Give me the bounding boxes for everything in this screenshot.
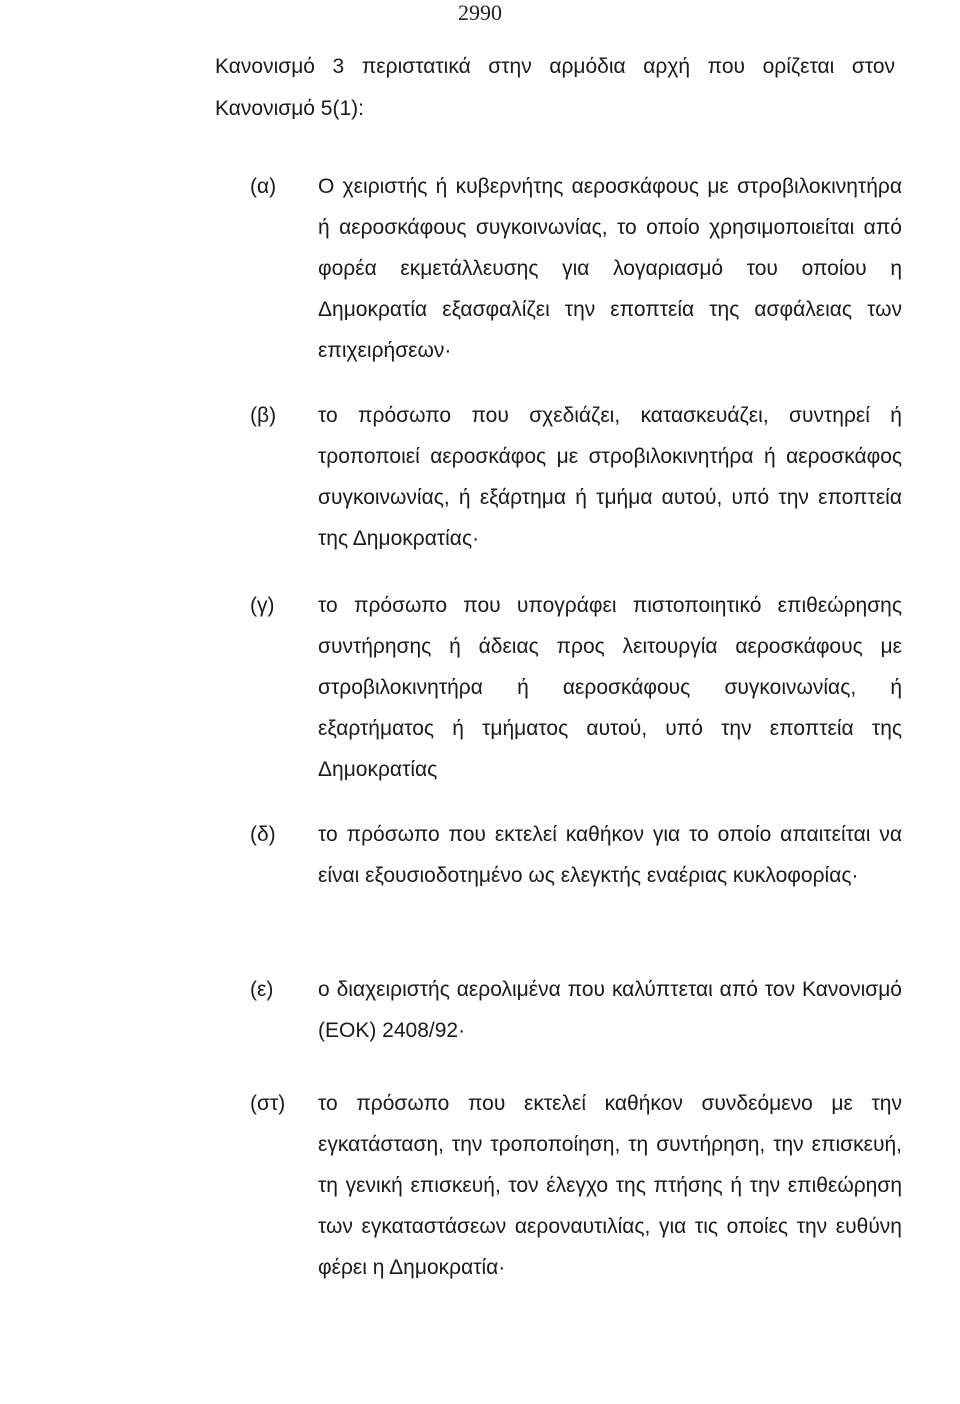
- item-text: το πρόσωπο που εκτελεί καθήκον για το οποίο απαιτείται να είναι εξουσιοδοτημένο ως ελεγκτής εναέριας κυκλοφορίας·: [318, 823, 902, 887]
- item-label: (γ): [250, 594, 275, 617]
- item-text: το πρόσωπο που υπογράφει πιστοποιητικό επιθεώρησης συντήρησης ή άδειας προς λειτουργία αεροσκάφους με στροβιλοκινητήρα ή αεροσκάφους συγκοινωνίας, ή εξαρτήματος ή τμήματος αυτού, υπό την εποπτεία της Δημοκρατίας: [318, 594, 902, 781]
- item-text: το πρόσωπο που εκτελεί καθήκον συνδεόμενο με την εγκατάσταση, την τροποποίηση, τη συντήρηση, την επισκευή, τη γενική επισκευή, τον έλεγχο της πτήσης ή την επιθεώρηση των εγκαταστάσεων αεροναυτιλίας, για τις οποίες την ευθύνη φέρει η Δημοκρατία·: [318, 1092, 902, 1279]
- item-text: ο διαχειριστής αερολιμένα που καλύπτεται από τον Κανονισμό (ΕΟΚ) 2408/92·: [318, 978, 902, 1042]
- item-label: (β): [250, 404, 277, 427]
- item-text: το πρόσωπο που σχεδιάζει, κατασκευάζει, συντηρεί ή τροποποιεί αεροσκάφος με στροβιλοκινητήρα ή αεροσκάφος συγκοινωνίας, ή εξάρτημα ή τμήμα αυτού, υπό την εποπτεία της Δημοκρατίας·: [318, 404, 902, 550]
- intro-paragraph: Κανονισμό 3 περιστατικά στην αρμόδια αρχή που ορίζεται στον Κανονισμό 5(1):: [215, 55, 895, 120]
- item-label: (ε): [250, 978, 274, 1001]
- item-label: (δ): [250, 823, 276, 846]
- item-label: (στ): [250, 1092, 286, 1115]
- item-label: (α): [250, 175, 277, 198]
- page-number: 2990: [458, 0, 502, 25]
- item-text: Ο χειριστής ή κυβερνήτης αεροσκάφους με στροβιλοκινητήρα ή αεροσκάφους συγκοινωνίας, το οποίο χρησιμοποιείται από φορέα εκμετάλλευσης για λογαριασμό του οποίου η Δημοκρατία εξασφαλίζει την εποπτεία της ασφάλειας των επιχειρήσεων·: [318, 175, 902, 362]
